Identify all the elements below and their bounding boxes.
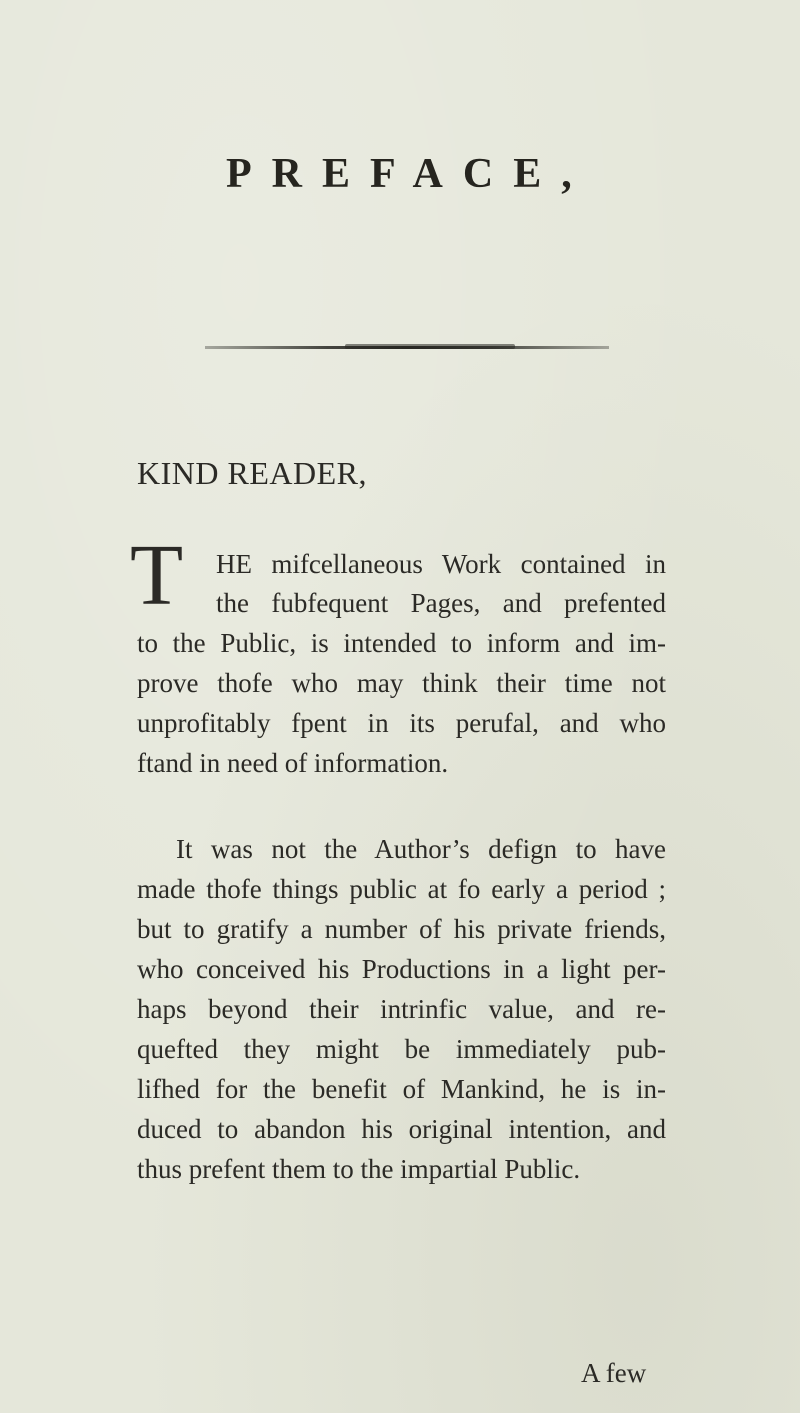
paragraph2-line: duced to abandon his original intention, and [137,1114,666,1144]
paragraph2-line: thus prefent them to the impartial Public. [137,1154,581,1184]
paragraph1-line: to the Public, is intended to inform and im- [137,628,666,658]
paragraph2-line: quefted they might be immediately pub- [137,1034,666,1064]
paragraph2-line: but to gratify a number of his private friends, [137,914,666,944]
paragraph2-line: It was not the Author’s defign to have [176,834,666,864]
paragraph1-line: ftand in need of information. [137,748,449,778]
drop-cap: T [130,526,184,623]
paragraph1-line: HE mifcellaneous Work contained in [216,549,666,579]
ornamental-rule-center [345,344,515,349]
catchword: A few [581,1358,647,1388]
paragraph1-line: unprofitably fpent in its perufal, and who [137,708,666,738]
paragraph2-line: haps beyond their intrinfic value, and re- [137,994,666,1024]
paragraph2-line: who conceived his Productions in a light per- [137,954,666,984]
paragraph1-line: prove thofe who may think their time not [137,668,666,698]
page-title: PREFACE, [226,151,592,197]
paragraph2-line: lifhed for the benefit of Mankind, he is in- [137,1074,666,1104]
paragraph1-line: the fubfequent Pages, and prefented [216,588,666,618]
paragraph2-line: made thofe things public at fo early a period ; [137,874,666,904]
salutation: KIND READER, [137,455,367,491]
